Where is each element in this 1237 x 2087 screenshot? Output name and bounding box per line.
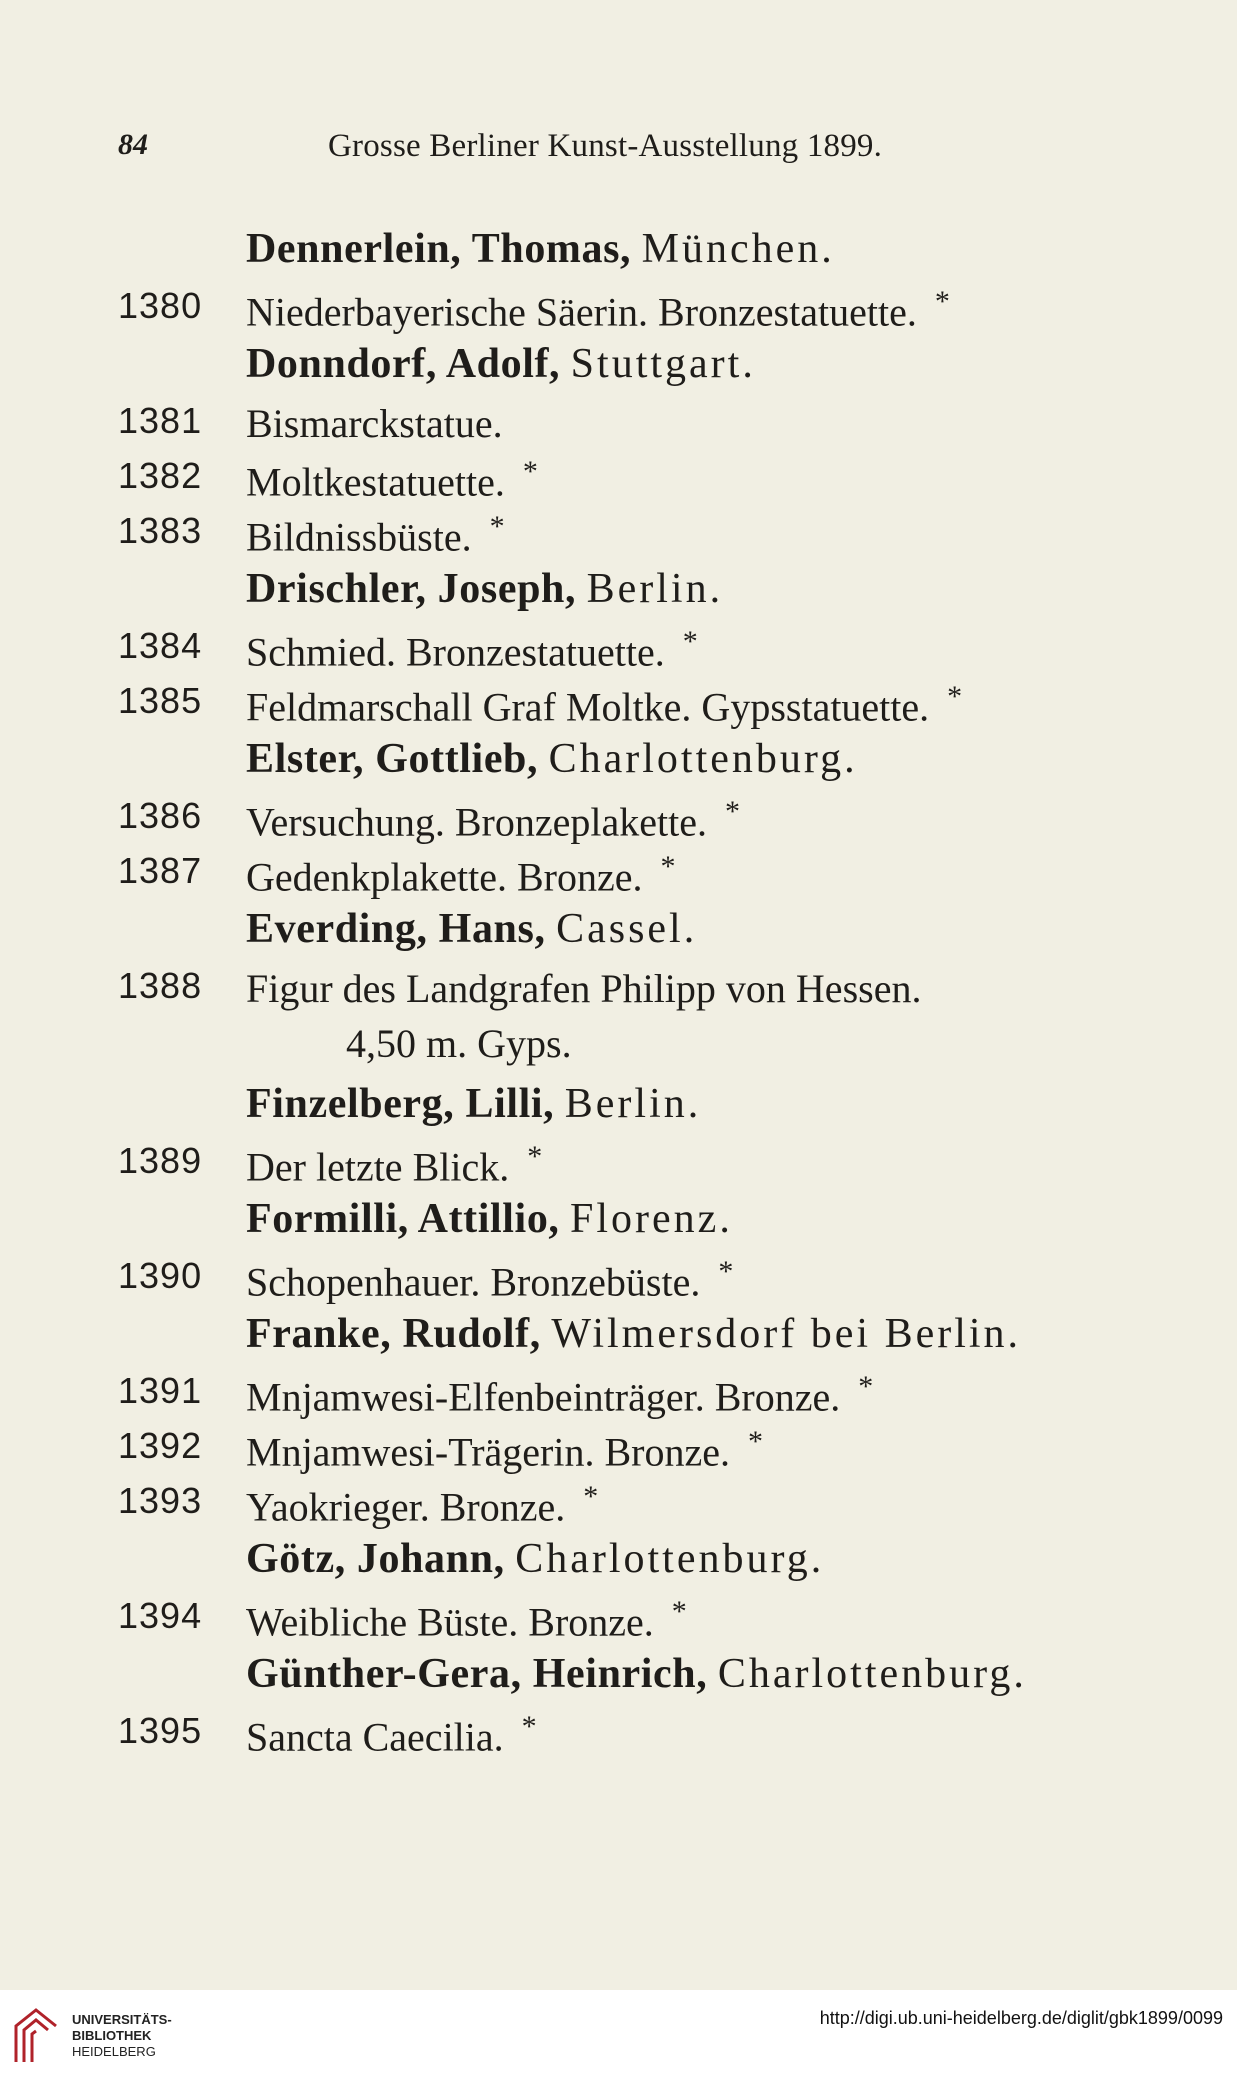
catalogue-entry [118, 400, 1118, 455]
entry-number: 1385 [118, 680, 203, 721]
artist-heading [246, 735, 1118, 795]
entry-title: Mnjamwesi-Elfenbeinträger. Bronze. [246, 1374, 841, 1420]
catalogue-entry [118, 510, 1118, 565]
entry-title: Bildnissbüste. [246, 514, 472, 560]
entry-title: Figur des Landgrafen Philipp von Hessen. [246, 966, 922, 1011]
artist-place: Charlottenburg. [717, 1651, 1027, 1697]
entry-title-wrap [246, 1255, 733, 1305]
artist-place: München. [641, 226, 835, 272]
artist-name: Dennerlein, Thomas, [246, 226, 632, 272]
catalogue-entry [118, 1370, 1118, 1425]
catalogue-entry [118, 1255, 1118, 1310]
entry-title-wrap [246, 1710, 537, 1760]
entry-title: Schopenhauer. Bronzebüste. [246, 1259, 701, 1305]
asterisk-mark: * [934, 285, 950, 318]
artist-heading [246, 1195, 1118, 1255]
entry-title: Niederbayerische Säerin. Bronzestatuette. [246, 289, 917, 335]
asterisk-mark: * [527, 1140, 543, 1173]
entry-number: 1392 [118, 1425, 203, 1466]
catalogue-list [118, 225, 1118, 1765]
artist-heading [246, 905, 1118, 965]
asterisk-mark: * [671, 1595, 687, 1628]
entry-title-wrap [246, 1425, 763, 1475]
artist-place: Berlin. [586, 566, 724, 612]
artist-name: Franke, Rudolf, [246, 1311, 541, 1357]
catalogue-entry [118, 455, 1118, 510]
entry-number: 1389 [118, 1140, 203, 1181]
entry-title-wrap [246, 625, 698, 675]
artist-name: Formilli, Attillio, [246, 1196, 560, 1242]
entry-title-wrap [246, 1480, 598, 1530]
catalogue-entry [118, 1425, 1118, 1480]
entry-title-wrap [246, 455, 538, 505]
entry-title-wrap [246, 795, 740, 845]
asterisk-mark: * [947, 680, 963, 713]
entry-number: 1391 [118, 1370, 203, 1411]
artist-heading [246, 1535, 1118, 1595]
entry-title: Bismarckstatue. [246, 401, 503, 446]
entry-number: 1380 [118, 285, 203, 326]
asterisk-mark: * [747, 1425, 763, 1458]
artist-place: Florenz. [570, 1196, 733, 1242]
asterisk-mark: * [682, 625, 698, 658]
entry-number: 1387 [118, 850, 203, 891]
entry-number: 1388 [118, 965, 203, 1006]
library-line: BIBLIOTHEK [72, 2028, 152, 2043]
entry-title: Weibliche Büste. Bronze. [246, 1599, 654, 1645]
catalogue-entry [118, 795, 1118, 850]
entry-title: Der letzte Blick. [246, 1144, 510, 1190]
catalogue-entry [118, 965, 1118, 1020]
artist-name: Günther-Gera, Heinrich, [246, 1651, 708, 1697]
entry-title: Mnjamwesi-Trägerin. Bronze. [246, 1429, 730, 1475]
artist-name: Everding, Hans, [246, 906, 546, 952]
entry-title: Yaokrieger. Bronze. [246, 1484, 566, 1530]
entry-title-wrap [246, 1595, 687, 1645]
entry-number: 1381 [118, 400, 203, 441]
entry-title: Sancta Caecilia. [246, 1714, 504, 1760]
artist-place: Stuttgart. [570, 341, 756, 387]
artist-heading [246, 565, 1118, 625]
library-line: HEIDELBERG [72, 2044, 156, 2059]
entry-number: 1386 [118, 795, 203, 836]
catalogue-entry [118, 285, 1118, 340]
entry-number: 1383 [118, 510, 203, 551]
entry-title-wrap [246, 1140, 542, 1190]
artist-place: Charlottenburg. [515, 1536, 825, 1582]
catalogue-entry [118, 1480, 1118, 1535]
footer [0, 1990, 1237, 2087]
library-name [72, 2012, 172, 2060]
entry-number: 1394 [118, 1595, 203, 1636]
asterisk-mark: * [522, 455, 538, 488]
library-logo-icon [12, 2006, 60, 2066]
catalogue-entry [118, 625, 1118, 680]
catalogue-entry [118, 850, 1118, 905]
artist-name: Donndorf, Adolf, [246, 341, 561, 387]
artist-heading [246, 340, 1118, 400]
source-url-link[interactable]: http://digi.ub.uni-heidelberg.de/diglit/gbk1899/0099 [819, 2008, 1223, 2028]
page-header [118, 128, 958, 178]
entry-number: 1384 [118, 625, 203, 666]
artist-place: Cassel. [556, 906, 698, 952]
asterisk-mark: * [489, 510, 505, 543]
asterisk-mark: * [583, 1480, 599, 1513]
catalogue-entry [118, 1595, 1118, 1650]
artist-heading [246, 1080, 1118, 1140]
entry-title-wrap [246, 965, 921, 1012]
entry-number: 1390 [118, 1255, 203, 1296]
artist-heading [246, 1650, 1118, 1710]
asterisk-mark: * [724, 795, 740, 828]
catalogue-entry [118, 680, 1118, 735]
artist-name: Drischler, Joseph, [246, 566, 577, 612]
entry-title-wrap [246, 1370, 873, 1420]
entry-title-wrap [246, 850, 676, 900]
entry-continuation: 4,50 m. Gyps. [346, 1021, 572, 1066]
asterisk-mark: * [521, 1710, 537, 1743]
library-line: UNIVERSITÄTS- [72, 2012, 172, 2027]
artist-place: Charlottenburg. [548, 736, 858, 782]
artist-heading [246, 1310, 1118, 1370]
entry-number: 1395 [118, 1710, 203, 1751]
entry-title: Gedenkplakette. Bronze. [246, 854, 643, 900]
artist-name: Finzelberg, Lilli, [246, 1081, 555, 1127]
artist-place: Wilmersdorf bei Berlin. [551, 1311, 1022, 1357]
catalogue-entry [118, 1140, 1118, 1195]
entry-title-wrap [246, 510, 505, 560]
entry-title-wrap [246, 400, 503, 447]
asterisk-mark: * [660, 850, 676, 883]
asterisk-mark: * [858, 1370, 874, 1403]
entry-title-wrap [246, 680, 962, 730]
artist-name: Elster, Gottlieb, [246, 736, 539, 782]
asterisk-mark: * [718, 1255, 734, 1288]
artist-place: Berlin. [564, 1081, 702, 1127]
artist-heading [246, 225, 1118, 285]
running-title: Grosse Berliner Kunst-Ausstellung 1899. [328, 128, 883, 164]
entry-title: Schmied. Bronzestatuette. [246, 629, 665, 675]
entry-number: 1382 [118, 455, 203, 496]
artist-name: Götz, Johann, [246, 1536, 505, 1582]
entry-number: 1393 [118, 1480, 203, 1521]
entry-title-wrap [246, 285, 950, 335]
page-number: 84 [118, 128, 148, 161]
entry-title: Versuchung. Bronzeplakette. [246, 799, 707, 845]
entry-title: Feldmarschall Graf Moltke. Gypsstatuette. [246, 684, 930, 730]
entry-title: Moltkestatuette. [246, 459, 505, 505]
catalogue-entry [118, 1710, 1118, 1765]
